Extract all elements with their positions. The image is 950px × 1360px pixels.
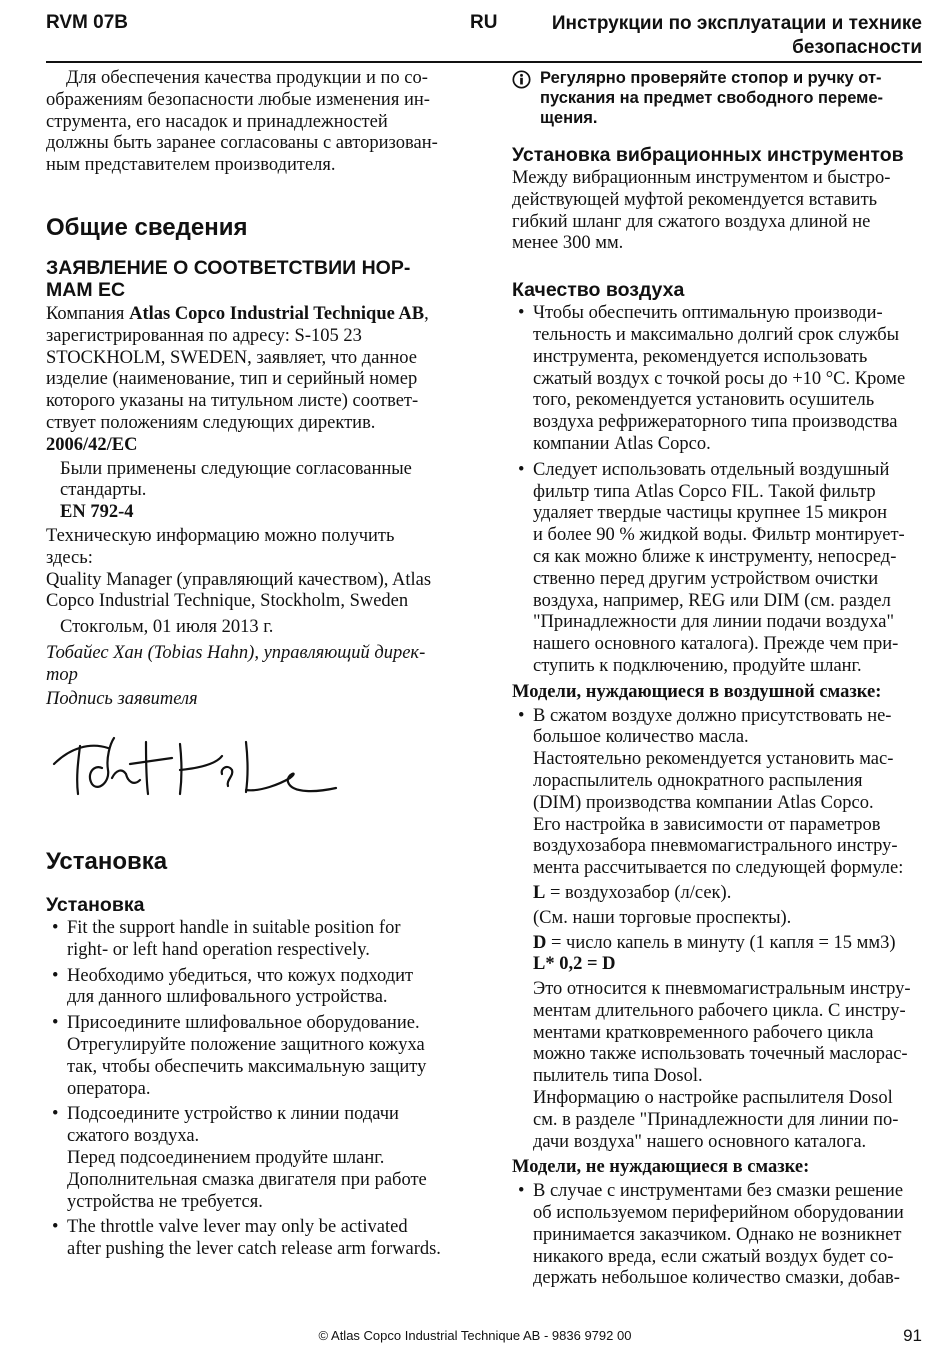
text-line: Настоятельно рекомендуется установить мас- bbox=[533, 749, 894, 770]
text-line: "Принадлежности для линии подачи воздуха" bbox=[533, 612, 895, 633]
text-line: менее 300 мм. bbox=[512, 233, 624, 254]
text-line: Fit the support handle in suitable position for bbox=[67, 918, 401, 938]
signer-name bbox=[46, 643, 462, 687]
text-line: ментами кратковременного рабочего цикла bbox=[533, 1022, 874, 1043]
subsection-heading-air-quality: Качество воздуха bbox=[512, 279, 685, 302]
text-line: инструмента, рекомендуется использовать bbox=[533, 346, 868, 367]
text-line: пылитель типа Dosol. bbox=[533, 1066, 703, 1087]
company-name: Atlas Copco Industrial Technique AB bbox=[129, 303, 425, 324]
text-line: большое количество масла. bbox=[533, 727, 749, 748]
safety-note bbox=[512, 68, 924, 128]
text-line: дачи воздуха" нашего основного каталога. bbox=[533, 1131, 867, 1152]
header-rule bbox=[46, 61, 922, 63]
text-line: должны быть заранее согласованы с авторизован- bbox=[46, 133, 438, 154]
document-title-line: безопасности bbox=[792, 37, 922, 58]
text-line: изделие (наименование, тип и серийный номер bbox=[46, 369, 418, 390]
text-line: Это относится к пневмомагистральным инстру- bbox=[533, 979, 911, 1000]
intro-paragraph bbox=[46, 68, 462, 90]
bullet: • bbox=[52, 1013, 59, 1034]
copyright-line: © Atlas Copco Industrial Technique AB - 9836 9792 00 bbox=[318, 1328, 632, 1343]
text-line: оператора. bbox=[67, 1078, 151, 1099]
text-line: Его настройка в зависимости от параметров bbox=[533, 814, 881, 835]
bullet: • bbox=[518, 705, 525, 726]
bullet: • bbox=[52, 1217, 59, 1238]
text-line: воздуха, например, REG или DIM (см. раздел bbox=[533, 590, 891, 611]
list-item bbox=[512, 303, 924, 456]
text-run: = число капель в минуту (1 капля = 15 мм3) bbox=[546, 932, 896, 953]
declaration-heading-line: ЗАЯВЛЕНИЕ О СООТВЕТСТВИИ НОР- bbox=[46, 256, 411, 279]
date-line: Стокгольм, 01 июля 2013 г. bbox=[60, 617, 274, 638]
bullet: • bbox=[52, 965, 59, 986]
text-line: сжатого воздуха. bbox=[67, 1126, 200, 1147]
text-line: щения. bbox=[540, 109, 598, 127]
bullet: • bbox=[52, 1104, 59, 1125]
text-line: держать небольшое количество смазки, добав- bbox=[533, 1268, 900, 1289]
lubrication-notes bbox=[533, 979, 924, 1153]
list-item bbox=[512, 706, 924, 1154]
page-number: 91 bbox=[903, 1326, 922, 1345]
list-item bbox=[512, 460, 924, 678]
text-line: ствует положениям следующих директив. bbox=[46, 412, 376, 433]
text-line: стандарты. bbox=[60, 480, 147, 501]
text-line: Техническую информацию можно получить bbox=[46, 525, 395, 546]
text-line: см. в разделе "Принадлежности для линии по- bbox=[533, 1109, 899, 1130]
document-title bbox=[502, 12, 922, 60]
air-quality-list bbox=[512, 303, 924, 678]
page-header bbox=[46, 8, 922, 60]
text-line: действующей муфтой рекомендуется вставить bbox=[512, 189, 878, 210]
list-item bbox=[46, 1104, 462, 1213]
list-item bbox=[46, 1013, 462, 1100]
text-line: фильтр типа Atlas Copco FIL. Такой фильтр bbox=[533, 481, 876, 502]
text-line: Присоедините шлифовальное оборудование. bbox=[67, 1013, 420, 1034]
section-heading-installation: Установка bbox=[46, 848, 168, 875]
signature-caption: Подпись заявителя bbox=[46, 688, 198, 709]
no-lubrication-heading: Модели, не нуждающиеся в смазке: bbox=[512, 1157, 810, 1178]
text-line: Регулярно проверяйте стопор и ручку от- bbox=[540, 69, 882, 87]
declaration-heading-line: МАМ ЕС bbox=[46, 278, 126, 301]
text-run: Компания bbox=[46, 303, 130, 324]
text-line: ся как можно ближе к инструменту, непосред- bbox=[533, 546, 897, 567]
bullet: • bbox=[518, 303, 525, 324]
installation-list bbox=[46, 918, 462, 1261]
model-name: RVM 07B bbox=[46, 12, 129, 33]
vibration-paragraph bbox=[512, 168, 924, 255]
text-line: гибкий шланг для сжатого воздуха длиной не bbox=[512, 211, 871, 232]
text-line: здесь: bbox=[46, 547, 93, 568]
right-column bbox=[512, 68, 924, 1294]
formula: L* 0,2 = D bbox=[533, 954, 616, 975]
directive-number: 2006/42/EC bbox=[46, 434, 138, 455]
text-line: Для обеспечения качества продукции и по со- bbox=[66, 68, 428, 88]
text-line: устройства не требуется. bbox=[67, 1191, 263, 1212]
tech-info-paragraph bbox=[46, 526, 462, 613]
bullet: • bbox=[518, 459, 525, 480]
declaration-company-line bbox=[46, 304, 462, 326]
text-line: The throttle valve lever may only be activated bbox=[67, 1217, 408, 1238]
lubrication-heading: Модели, нуждающиеся в воздушной смазке: bbox=[512, 681, 882, 702]
text-line: никакого вреда, если сжатый воздух будет со- bbox=[533, 1246, 894, 1267]
text-line: Тобайес Хан (Tobias Hahn), управляющий дирек- bbox=[46, 642, 426, 663]
text-line: воздухозабора пневмомагистрального инстру- bbox=[533, 836, 898, 857]
text-line: мента рассчитывается по следующей формуле: bbox=[533, 858, 904, 879]
list-item bbox=[512, 1181, 924, 1290]
text-line: Следует использовать отдельный воздушный bbox=[533, 459, 890, 480]
formula-reference: (См. наши торговые проспекты). bbox=[533, 907, 792, 928]
text-line: удаляет твердые частицы крупнее 15 микрон bbox=[533, 503, 888, 524]
text-line: того, рекомендуется установить осушитель bbox=[533, 390, 875, 411]
intro-paragraph-rest bbox=[46, 90, 462, 177]
text-line: В случае с инструментами без смазки решение bbox=[533, 1181, 904, 1202]
text-line: В сжатом воздухе должно присутствовать не- bbox=[533, 705, 892, 726]
declaration-text bbox=[46, 304, 462, 710]
standard-number: EN 792-4 bbox=[60, 502, 134, 523]
section-heading-general: Общие сведения bbox=[46, 213, 248, 241]
text-line: для данного шлифовального устройства. bbox=[67, 987, 388, 1008]
lubrication-list bbox=[512, 706, 924, 1154]
text-line: можно также использовать точечный маслорас- bbox=[533, 1044, 908, 1065]
text-run: , bbox=[424, 303, 429, 324]
list-item bbox=[46, 1217, 462, 1261]
text-line: Необходимо убедиться, что кожух подходит bbox=[67, 965, 414, 986]
text-line: ментам длительного рабочего цикла. С инстру- bbox=[533, 1000, 906, 1021]
formula-legend-L bbox=[533, 883, 924, 905]
text-line: Дополнительная смазка двигателя при работе bbox=[67, 1169, 427, 1190]
language-code: RU bbox=[470, 12, 498, 33]
text-line: (DIM) производства компании Atlas Copco. bbox=[533, 792, 874, 813]
formula-symbol: L bbox=[533, 882, 546, 903]
text-line: и более 90 % жидкой воды. Фильтр монтирует- bbox=[533, 525, 905, 546]
text-line: сжатый воздух с точкой росы до +10 °C. Кроме bbox=[533, 368, 906, 389]
text-line: принимается заказчиком. Однако не возникнет bbox=[533, 1224, 902, 1245]
document-title-line: Инструкции по эксплуатации и технике bbox=[551, 13, 922, 34]
list-item bbox=[46, 966, 462, 1010]
subsection-heading-installation: Установка bbox=[46, 894, 145, 916]
installation-section bbox=[46, 848, 462, 1265]
text-line: after pushing the lever catch release arm forwards. bbox=[67, 1239, 441, 1260]
text-line: Перед подсоединением продуйте шланг. bbox=[67, 1147, 385, 1168]
text-line: зарегистрированная по адресу: S-105 23 bbox=[46, 325, 362, 346]
text-line: Информацию о настройке распылителя Dosol bbox=[533, 1088, 893, 1109]
text-line: right- or left hand operation respectively. bbox=[67, 939, 370, 960]
formula-symbol: D bbox=[533, 932, 547, 953]
text-run: = воздухозабор (л/сек). bbox=[545, 882, 732, 903]
text-line: Подсоедините устройство к линии подачи bbox=[67, 1104, 399, 1125]
text-line: тор bbox=[46, 664, 78, 685]
subsection-heading-vibration: Установка вибрационных инструментов bbox=[512, 144, 904, 166]
text-line: Были применены следующие согласованные bbox=[60, 458, 412, 479]
declaration-heading bbox=[46, 257, 462, 301]
text-line: STOCKHOLM, SWEDEN, заявляет, что данное bbox=[46, 347, 417, 368]
text-line: тельность и максимально долгий срок службы bbox=[533, 324, 900, 345]
text-line: ступить к подключению, продуйте шланг. bbox=[533, 655, 862, 676]
text-line: об используемом периферийном оборудовании bbox=[533, 1203, 904, 1224]
list-item bbox=[46, 918, 462, 962]
text-line: ственно перед другим устройством очистки bbox=[533, 568, 879, 589]
handwritten-signature bbox=[50, 734, 340, 804]
bullet: • bbox=[518, 1181, 525, 1202]
text-line: компании Atlas Copco. bbox=[533, 433, 711, 454]
text-line: нашего основного каталога). Прежде чем при- bbox=[533, 634, 899, 655]
text-line: воздуха рефрижераторного типа производства bbox=[533, 412, 898, 433]
bullet: • bbox=[52, 918, 59, 938]
text-line: Между вибрационным инструментом и быстро- bbox=[512, 168, 891, 188]
text-line: Copco Industrial Technique, Stockholm, Sweden bbox=[46, 591, 409, 612]
text-line: Чтобы обеспечить оптимальную производи- bbox=[533, 303, 883, 324]
text-line: струмента, его насадок и принадлежностей bbox=[46, 111, 388, 132]
text-line: которого указаны на титульном листе) соответ- bbox=[46, 391, 419, 412]
text-line: лораспылитель однократного распыления bbox=[533, 770, 863, 791]
text-line: Quality Manager (управляющий качеством), Atlas bbox=[46, 569, 432, 590]
info-circle-icon bbox=[512, 70, 531, 89]
no-lubrication-list bbox=[512, 1181, 924, 1290]
text-line: ображениям безопасности любые изменения ин- bbox=[46, 89, 430, 110]
text-line: Отрегулируйте положение защитного кожуха bbox=[67, 1034, 425, 1055]
formula-legend-D bbox=[533, 933, 924, 955]
text-line: ным представителем производителя. bbox=[46, 155, 336, 176]
left-column bbox=[46, 68, 462, 710]
standards-paragraph bbox=[46, 459, 462, 524]
text-line: так, чтобы обеспечить максимальную защиту bbox=[67, 1056, 427, 1077]
text-line: пускания на предмет свободного переме- bbox=[540, 89, 884, 107]
